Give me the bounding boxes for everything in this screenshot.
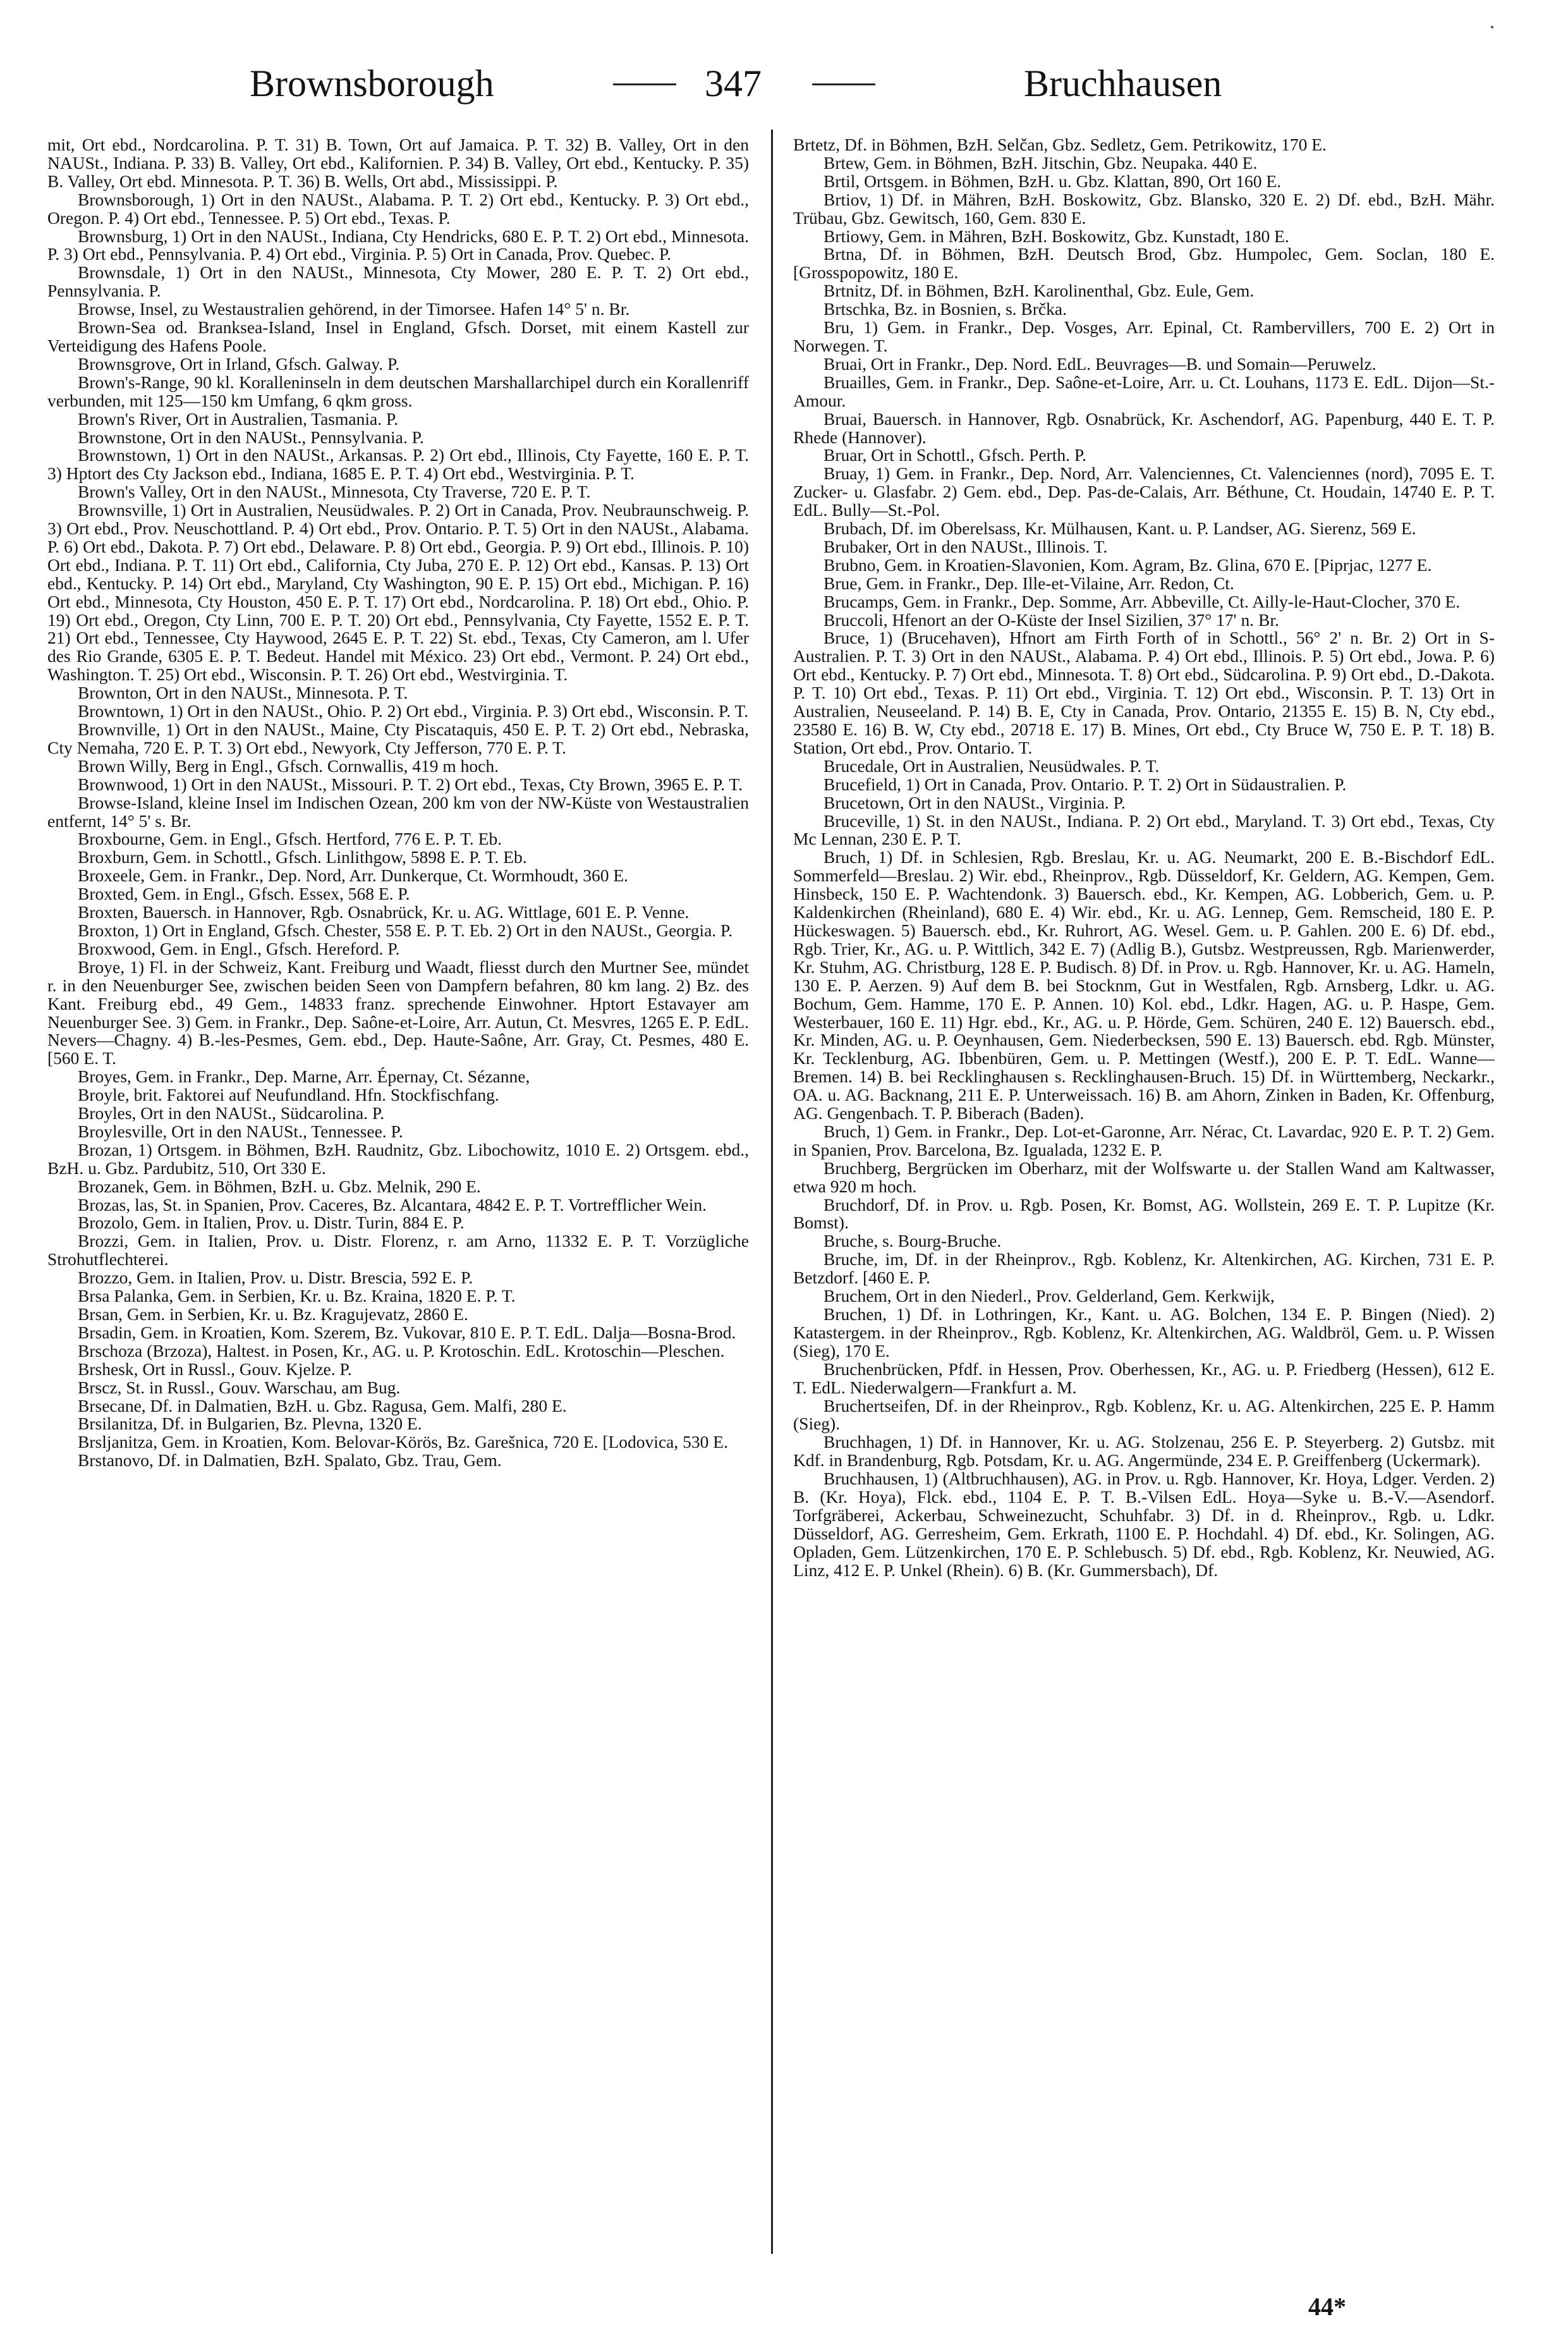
dictionary-entry: Brucefield, 1) Ort in Canada, Prov. Ontario. P. T. 2) Ort in Südaustralien. P. xyxy=(824,774,1347,794)
dictionary-entry: Brsilanitza, Df. in Bulgarien, Bz. Plevna, 1320 E. xyxy=(78,1414,422,1434)
dictionary-entry: Broxten, Bauersch. in Hannover, Rgb. Osnabrück, Kr. u. AG. Wittlage, 601 E. P. Venne. xyxy=(78,902,690,922)
dictionary-entry: Brown Willy, Berg in Engl., Gfsch. Cornwallis, 419 m hoch. xyxy=(78,755,499,776)
right-column xyxy=(793,136,1495,2254)
header-last-entry: Bruchhausen xyxy=(1024,63,1222,104)
dictionary-entry: Bruche, s. Bourg-Bruche. xyxy=(824,1231,1002,1251)
dictionary-entry: Brsljanitza, Gem. in Kroatien, Kom. Belovar-Körös, Bz. Garešnica, 720 E. [Lodovica, 530 E. xyxy=(78,1432,728,1452)
dictionary-entry: Broylesville, Ort in den NAUSt., Tennessee. P. xyxy=(78,1121,403,1141)
dictionary-entry: Broxted, Gem. in Engl., Gfsch. Essex, 568 E. P. xyxy=(78,884,410,904)
header-dash-right xyxy=(812,83,875,85)
dictionary-entry: Brtew, Gem. in Böhmen, BzH. Jitschin, Gbz. Neupaka. 440 E. xyxy=(824,152,1258,173)
dictionary-entry: Brubno, Gem. in Kroatien-Slavonien, Kom. Agram, Bz. Glina, 670 E. [Piprjac, 1277 E. xyxy=(824,554,1432,575)
dictionary-entry: Bruche, im, Df. in der Rheinprov., Rgb. Koblenz, Kr. Altenkirchen, AG. Kirchen, 731 E. P. Betzdorf. [460 E. P. xyxy=(793,1249,1495,1288)
dictionary-entry: Broxeele, Gem. in Frankr., Dep. Nord, Arr. Dunkerque, Ct. Wormhoudt, 360 E. xyxy=(78,865,629,886)
dictionary-entry: Bruceville, 1) St. in den NAUSt., Indiana. P. 2) Ort ebd., Maryland. T. 3) Ort ebd., Texas, Cty Mc Lennan, 230 E. P. T. xyxy=(793,810,1495,849)
dictionary-entry: Browse-Island, kleine Insel im Indischen Ozean, 200 km von der NW-Küste von Westaustralien entfernt, 14° 5' s. Br. xyxy=(47,792,749,831)
dictionary-entry: Broyes, Gem. in Frankr., Dep. Marne, Arr. Épernay, Ct. Sézanne, xyxy=(78,1067,530,1087)
column-rule xyxy=(771,130,773,2254)
dictionary-entry: Brown-Sea od. Branksea-Island, Insel in England, Gfsch. Dorset, mit einem Kastell zur Verteidigung des Hafens Poole. xyxy=(47,317,749,355)
dictionary-entry: Brownsdale, 1) Ort in den NAUSt., Minnesota, Cty Mower, 280 E. P. T. 2) Ort ebd., Pennsylvania. P. xyxy=(47,262,749,301)
dictionary-entry: Brucetown, Ort in den NAUSt., Virginia. P. xyxy=(824,792,1126,812)
dictionary-entry: Bruchhagen, 1) Df. in Hannover, Kr. u. AG. Stolzenau, 256 E. P. Steyerberg. 2) Gutsbz. mit Kdf. in Brandenburg, Rgb. Potsdam, Kr. u. AG. Angermünde, 234 E. P. Greiffenberg (Uckermark). xyxy=(793,1432,1495,1471)
dictionary-entry: Brue, Gem. in Frankr., Dep. Ille-et-Vilaine, Arr. Redon, Ct. xyxy=(824,573,1234,593)
dictionary-entry: Bruchem, Ort in den Niederl., Prov. Gelderland, Gem. Kerkwijk, xyxy=(824,1286,1275,1306)
dictionary-entry: Brscz, St. in Russl., Gouv. Warschau, am Bug. xyxy=(78,1377,401,1397)
dictionary-entry: Brshesk, Ort in Russl., Gouv. Kjelze. P. xyxy=(78,1359,352,1379)
dictionary-entry: Brtnitz, Df. in Böhmen, BzH. Karolinenthal, Gbz. Eule, Gem. xyxy=(824,281,1255,301)
dictionary-entry: Brtna, Df. in Böhmen, BzH. Deutsch Brod, Gbz. Humpolec, Gem. Soclan, 180 E. [Grosspopowitz, 180 E. xyxy=(793,244,1495,283)
header-dash-left xyxy=(613,83,676,85)
dictionary-entry: Brownsborough, 1) Ort in den NAUSt., Alabama. P. T. 2) Ort ebd., Kentucky. P. 3) Ort ebd., Oregon. P. 4) Ort ebd., Tennessee. P. 5) Ort ebd., Texas. P. xyxy=(47,189,749,228)
corner-mark: · xyxy=(1488,15,1496,40)
dictionary-entry: Bruchen, 1) Df. in Lothringen, Kr., Kant. u. AG. Bolchen, 134 E. P. Bingen (Nied). 2) Katastergem. in der Rheinprov., Rgb. Koblenz, Kr. Altenkirchen, AG. Waldbröl, Gem. u. P. Wissen (Sieg), 170 E. xyxy=(793,1304,1495,1360)
dictionary-entry: Bruay, 1) Gem. in Frankr., Dep. Nord, Arr. Valenciennes, Ct. Valenciennes (nord), 7095 E. T. Zucker- u. Glasfabr. 2) Gem. ebd., Dep. Pas-de-Calais, Arr. Béthune, Ct. Houdain, 14740 E. P. T. EdL. Bully—St.-Pol. xyxy=(793,463,1495,520)
dictionary-entry: Broxbourne, Gem. in Engl., Gfsch. Hertford, 776 E. P. T. Eb. xyxy=(78,829,502,849)
dictionary-entry: Bruce, 1) (Brucehaven), Hfnort am Firth Forth of in Schottl., 56° 2' n. Br. 2) Ort in S-Australien. P. T. 3) Ort in den NAUSt., Alabama. P. 4) Ort ebd., Illinois. P. 5) Ort ebd., Jowa. P. 6) Ort ebd., Kentucky. P. 7) Ort ebd., Minnesota. T. 8) Ort ebd., Südcarolina. P. 9) Ort ebd., D.-Dakota. P. T. 10) Ort ebd., Texas. P. 11) Ort ebd., Virginia. T. 12) Ort ebd., Wisconsin. P. T. 13) Ort in Australien, Neuseeland. P. 14) B. E, Cty in Canada, Prov. Ontario, 21355 E. 15) B. N, Cty ebd., 23580 E. 16) B. W, Cty ebd., 20718 E. 17) B. Mines, Ort ebd., Cty Bruce W, 750 E. P. T. 18) B. Station, Ort ebd., Prov. Ontario. T. xyxy=(793,628,1495,757)
dictionary-entry: Brsecane, Df. in Dalmatien, BzH. u. Gbz. Ragusa, Gem. Malfi, 280 E. xyxy=(78,1395,567,1416)
dictionary-entry: Brozolo, Gem. in Italien, Prov. u. Distr. Turin, 884 E. P. xyxy=(78,1213,465,1233)
left-column xyxy=(47,136,749,2254)
dictionary-entry: Brtiowy, Gem. in Mähren, BzH. Boskowitz, Gbz. Kunstadt, 180 E. xyxy=(824,226,1289,246)
dictionary-entry: Brozanek, Gem. in Böhmen, BzH. u. Gbz. Melnik, 290 E. xyxy=(78,1176,481,1196)
dictionary-entry: Brubach, Df. im Oberelsass, Kr. Mülhausen, Kant. u. P. Landser, AG. Sierenz, 569 E. xyxy=(824,518,1416,539)
dictionary-entry: Bruchenbrücken, Pfdf. in Hessen, Prov. Oberhessen, Kr., AG. u. P. Friedberg (Hessen), 612 E. T. EdL. Niederwalgern—Frankfurt a. M. xyxy=(793,1359,1495,1397)
header-first-entry: Brownsborough xyxy=(250,63,494,104)
dictionary-entry: Brown's Valley, Ort in den NAUSt., Minnesota, Cty Traverse, 720 E. P. T. xyxy=(78,482,591,502)
dictionary-entry: Brsadin, Gem. in Kroatien, Kom. Szerem, Bz. Vukovar, 810 E. P. T. EdL. Dalja—Bosna-Brod. xyxy=(78,1322,736,1342)
dictionary-entry: Brtetz, Df. in Böhmen, BzH. Selčan, Gbz. Sedletz, Gem. Petrikowitz, 170 E. xyxy=(793,136,1327,154)
dictionary-entry: Brsan, Gem. in Serbien, Kr. u. Bz. Kragujevatz, 2860 E. xyxy=(78,1304,468,1324)
dictionary-entry: Brownstown, 1) Ort in den NAUSt., Arkansas. P. 2) Ort ebd., Illinois, Cty Fayette, 160 E. P. T. 3) Hptort des Cty Jackson ebd., Indiana, 1685 E. P. T. 4) Ort ebd., Westvirginia. P. T. xyxy=(47,445,749,484)
dictionary-entry: Browntown, 1) Ort in den NAUSt., Ohio. P. 2) Ort ebd., Virginia. P. 3) Ort ebd., Wisconsin. P. T. xyxy=(78,701,749,721)
dictionary-entry: Bruch, 1) Df. in Schlesien, Rgb. Breslau, Kr. u. AG. Neumarkt, 200 E. B.-Bischdorf EdL. Sommerfeld—Breslau. 2) Wir. ebd., Rheinprov., Rgb. Düsseldorf, Kr. Geldern, AG. Kempen, Gem. Hinsbeck, 150 E. P. Wachtendonk. 3) Bauersch. ebd., Kr. Kempen, AG. Lobberich, Gem. u. P. Kaldenkirchen (Rheinland), 680 E. 4) Wir. ebd., Kr. u. AG. Lennep, Gem. Remscheid, 180 E. P. Hückeswagen. 5) Bauersch. ebd., Kr. Ruhrort, AG. Wesel. Gem. u. P. Gahlen. 200 E. 6) Df. ebd., Rgb. Trier, Kr., AG. u. P. Wittlich, 342 E. 7) (Adlig B.), Gutsbz. Westpreussen, Rgb. Marienwerder, Kr. Stuhm, AG. Christburg, 128 E. P. Budisch. 8) Df. in Prov. u. Rgb. Hannover, Kr. u. AG. Hameln, 130 E. P. Aerzen. 9) Auf dem B. bei Stocknm, Gut in Westfalen, Rgb. Arnsberg, Ldkr. u. AG. Bochum, Gem. Hamme, 170 E. P. Annen. 10) Kol. ebd., Ldkr. Hagen, AG. u. P. Haspe, Gem. Westerbauer, 160 E. 11) Hgr. ebd., Kr., AG. u. P. Hörde, Gem. Schüren, 240 E. 12) Bauersch. ebd., Kr. Minden, AG. u. P. Oeynhausen, Gem. Niederbecksen, 590 E. 13) Bauersch. ebd. Rgb. Münster, Kr. Tecklenburg, AG. Ibbenbüren, Gem. u. P. Mettingen (Westf.), 200 E. P. T. EdL. Wanne—Bremen. 14) B. bei Recklinghausen s. Recklinghausen-Bruch. 15) Df. in Württemberg, Neckarkr., OA. u. AG. Backnang, 211 E. P. Unterweissach. 16) B. am Ahorn, Zinken in Baden, Kr. Offenburg, AG. Gengenbach. T. P. Biberach (Baden). xyxy=(793,847,1495,1123)
dictionary-entry: Brownsgrove, Ort in Irland, Gfsch. Galway. P. xyxy=(78,353,400,374)
dictionary-entry: Brownton, Ort in den NAUSt., Minnesota. P. T. xyxy=(78,683,408,703)
dictionary-entry: Brozzo, Gem. in Italien, Prov. u. Distr. Brescia, 592 E. P. xyxy=(78,1268,473,1288)
dictionary-entry: Brtiov, 1) Df. in Mähren, BzH. Boskowitz, Gbz. Blansko, 320 E. 2) Df. ebd., BzH. Mähr. Trübau, Gbz. Gewitsch, 160, Gem. 830 E. xyxy=(793,189,1495,228)
dictionary-entry: Brstanovo, Df. in Dalmatien, BzH. Spalato, Gbz. Trau, Gem. xyxy=(78,1450,502,1471)
dictionary-entry: Brownsburg, 1) Ort in den NAUSt., Indiana, Cty Hendricks, 680 E. P. T. 2) Ort ebd., Minnesota. P. 3) Ort ebd., Pennsylvania. P. 4) Ort ebd., Virginia. P. 5) Ort in Canada, Prov. Quebec. P. xyxy=(47,226,749,264)
dictionary-entry: Brownstone, Ort in den NAUSt., Pennsylvania. P. xyxy=(78,427,424,447)
dictionary-entry: Bruchhausen, 1) (Altbruchhausen), AG. in Prov. u. Rgb. Hannover, Kr. Hoya, Ldger. Verden. 2) B. (Kr. Hoya), Flck. ebd., 1104 E. P. T. B.-Vilsen EdL. Hoya—Syke u. B.-V.—Asendorf. Torfgräberei, Ackerbau, Schweinezucht, Schuhfabr. 3) Df. in d. Rheinprov., Rgb. u. Ldkr. Düsseldorf, AG. Gerresheim, Gem. Erkrath, 1100 E. P. Hochdahl. 4) Df. ebd., Kr. Solingen, AG. Opladen, Gem. Lützenkirchen, 170 E. P. Schlebusch. 5) Df. ebd., Rgb. Koblenz, Kr. Neuwied, AG. Linz, 412 E. P. Unkel (Rhein). 6) B. (Kr. Gummersbach), Df. xyxy=(793,1469,1495,1580)
dictionary-entry: Brown's River, Ort in Australien, Tasmania. P. xyxy=(78,408,399,429)
dictionary-entry: Bruai, Bauersch. in Hannover, Rgb. Osnabrück, Kr. Aschendorf, AG. Papenburg, 440 E. T. P. Rhede (Hannover). xyxy=(793,408,1495,447)
dictionary-entry: Brownville, 1) Ort in den NAUSt., Maine, Cty Piscataquis, 450 E. P. T. 2) Ort ebd., Nebraska, Cty Nemaha, 720 E. P. T. 3) Ort ebd., Newyork, Cty Jefferson, 770 E. P. T. xyxy=(47,719,749,757)
signature-mark: 44* xyxy=(1308,2292,1346,2321)
dictionary-entry: Brownsville, 1) Ort in Australien, Neusüdwales. P. 2) Ort in Canada, Prov. Neubraunschweig. P. 3) Ort ebd., Prov. Neuschottland. P. 4) Ort ebd., Prov. Ontario. P. T. 5) Ort in den NAUSt., Alabama. P. 6) Ort ebd., Dakota. P. 7) Ort ebd., Delaware. P. 8) Ort ebd., Georgia. P. 9) Ort ebd., Illinois. P. 10) Ort ebd., Indiana. P. T. 11) Ort ebd., California, Cty Juba, 270 E. P. 12) Ort ebd., Kansas. P. 13) Ort ebd., Kentucky. P. 14) Ort ebd., Maryland, Cty Washington, 90 E. P. 15) Ort ebd., Michigan. P. 16) Ort ebd., Minnesota, Cty Houston, 450 E. P. T. 17) Ort ebd., Nordcarolina. P. 18) Ort ebd., Ohio. P. 19) Ort ebd., Oregon, Cty Linn, 700 E. P. T. 20) Ort ebd., Pennsylvania, Cty Fayette, 1552 E. P. T. 21) Ort ebd., Tennessee, Cty Haywood, 2645 E. P. T. 22) St. ebd., Texas, Cty Cameron, am l. Ufer des Rio Grande, 6305 E. P. T. Bedeut. Handel mit México. 23) Ort ebd., Vermont. P. 24) Ort ebd., Washington. T. 25) Ort ebd., Wisconsin. P. T. 26) Ort ebd., Westvirginia. T. xyxy=(47,500,749,685)
dictionary-entry: Bruar, Ort in Schottl., Gfsch. Perth. P. xyxy=(824,445,1086,465)
dictionary-entry: mit, Ort ebd., Nordcarolina. P. T. 31) B. Town, Ort auf Jamaica. P. T. 32) B. Valley, Ort in den NAUSt., Indiana. P. 33) B. Valley, Ort ebd., Kalifornien. P. 34) B. Valley, Ort ebd., Kentucky. P. 35) B. Valley, Ort ebd. Minnesota. P. T. 36) B. Wells, Ort abd., Mississippi. P. xyxy=(47,136,749,191)
dictionary-entry: Brsa Palanka, Gem. in Serbien, Kr. u. Bz. Kraina, 1820 E. P. T. xyxy=(78,1286,516,1306)
page-number: 347 xyxy=(705,63,762,104)
dictionary-entry: Brschoza (Brzoza), Haltest. in Posen, Kr., AG. u. P. Krotoschin. EdL. Krotoschin—Pleschen. xyxy=(78,1340,725,1360)
dictionary-entry: Brucedale, Ort in Australien, Neusüdwales. P. T. xyxy=(824,755,1160,776)
dictionary-entry: Brozzi, Gem. in Italien, Prov. u. Distr. Florenz, r. am Arno, 11332 E. P. T. Vorzügliche Strohutflechterei. xyxy=(47,1231,749,1269)
dictionary-entry: Bruailles, Gem. in Frankr., Dep. Saône-et-Loire, Arr. u. Ct. Louhans, 1173 E. EdL. Dijon—St.-Amour. xyxy=(793,372,1495,410)
running-header xyxy=(250,58,1261,109)
dictionary-entry: Brown's-Range, 90 kl. Koralleninseln in dem deutschen Marshallarchipel durch ein Korallenriff verbunden, mit 125—150 km Umfang, 6 qkm gross. xyxy=(47,372,749,410)
dictionary-entry: Bruchberg, Bergrücken im Oberharz, mit der Wolfswarte u. der Stallen Wand am Kaltwasser, etwa 920 m hoch. xyxy=(793,1158,1495,1196)
dictionary-entry: Brtschka, Bz. in Bosnien, s. Brčka. xyxy=(824,299,1067,319)
dictionary-entry: Brucamps, Gem. in Frankr., Dep. Somme, Arr. Abbeville, Ct. Ailly-le-Haut-Clocher, 370 E. xyxy=(824,591,1461,611)
dictionary-entry: Broxton, 1) Ort in England, Gfsch. Chester, 558 E. P. T. Eb. 2) Ort in den NAUSt., Georgia. P. xyxy=(78,920,733,940)
dictionary-entry: Bruchertseifen, Df. in der Rheinprov., Rgb. Koblenz, Kr. u. AG. Altenkirchen, 225 E. P. Hamm (Sieg). xyxy=(793,1395,1495,1434)
dictionary-entry: Bruccoli, Hfenort an der O-Küste der Insel Sizilien, 37° 17' n. Br. xyxy=(824,609,1279,630)
dictionary-entry: Brownwood, 1) Ort in den NAUSt., Missouri. P. T. 2) Ort ebd., Texas, Cty Brown, 3965 E. P. T. xyxy=(78,774,743,794)
dictionary-entry: Browse, Insel, zu Westaustralien gehörend, in der Timorsee. Hafen 14° 5' n. Br. xyxy=(78,299,630,319)
dictionary-entry: Brozas, las, St. in Spanien, Prov. Caceres, Bz. Alcantara, 4842 E. P. T. Vortrefflicher Wein. xyxy=(78,1194,707,1214)
dictionary-entry: Bruai, Ort in Frankr., Dep. Nord. EdL. Beuvrages—B. und Somain—Peruwelz. xyxy=(824,353,1377,374)
dictionary-entry: Bruch, 1) Gem. in Frankr., Dep. Lot-et-Garonne, Arr. Nérac, Ct. Lavardac, 920 E. P. T. 2) Gem. in Spanien, Prov. Barcelona, Bz. Igualada, 1232 E. P. xyxy=(793,1121,1495,1159)
dictionary-entry: Bruchdorf, Df. in Prov. u. Rgb. Posen, Kr. Bomst, AG. Wollstein, 269 E. T. P. Lupitze (Kr. Bomst). xyxy=(793,1194,1495,1233)
dictionary-entry: Bru, 1) Gem. in Frankr., Dep. Vosges, Arr. Epinal, Ct. Rambervillers, 700 E. 2) Ort in Norwegen. T. xyxy=(793,317,1495,355)
dictionary-entry: Broyles, Ort in den NAUSt., Südcarolina. P. xyxy=(78,1103,385,1123)
dictionary-entry: Broyle, brit. Faktorei auf Neufundland. Hfn. Stockfischfang. xyxy=(78,1085,499,1105)
dictionary-entry: Brtil, Ortsgem. in Böhmen, BzH. u. Gbz. Klattan, 890, Ort 160 E. xyxy=(824,171,1282,191)
dictionary-entry: Brozan, 1) Ortsgem. in Böhmen, BzH. Raudnitz, Gbz. Libochowitz, 1010 E. 2) Ortsgem. ebd., BzH. u. Gbz. Pardubitz, 510, Ort 330 E. xyxy=(47,1139,749,1178)
dictionary-entry: Broye, 1) Fl. in der Schweiz, Kant. Freiburg und Waadt, fliesst durch den Murtner See, mündet r. in den Neuenburger See, zwischen beiden Seen von Dampfern befahren, 80 km lang. 2) Bz. des Kant. Freiburg ebd., 49 Gem., 14833 franz. sprechende Einwohner. Hptort Estavayer am Neuenburger See. 3) Gem. in Frankr., Dep. Saône-et-Loire, Arr. Autun, Ct. Mesvres, 1265 E. P. EdL. Nevers—Chagny. 4) B.-les-Pesmes, Gem. ebd., Dep. Haute-Saône, Arr. Gray, Ct. Pesmes, 480 E. [560 E. T. xyxy=(47,957,749,1068)
dictionary-entry: Brubaker, Ort in den NAUSt., Illinois. T. xyxy=(824,536,1108,556)
dictionary-entry: Broxburn, Gem. in Schottl., Gfsch. Linlithgow, 5898 E. P. T. Eb. xyxy=(78,847,527,867)
dictionary-entry: Broxwood, Gem. in Engl., Gfsch. Hereford. P. xyxy=(78,938,400,958)
